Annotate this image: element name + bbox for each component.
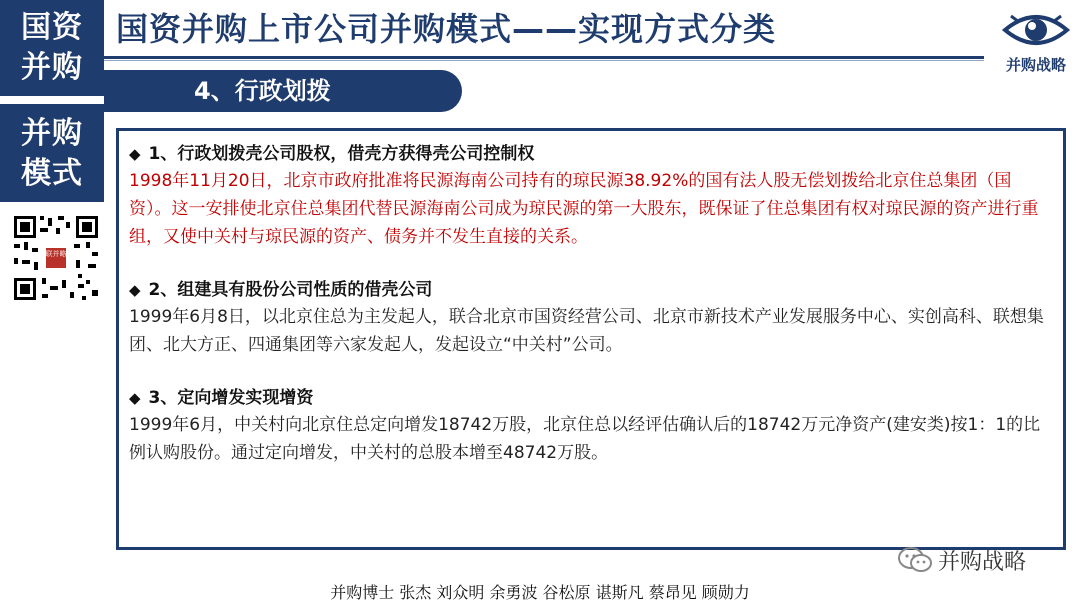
- logo-text: 并购战略: [1005, 56, 1066, 74]
- diamond-bullet-icon: ◆: [129, 145, 141, 163]
- sidebar-top-line1: 国资: [21, 10, 83, 45]
- sidebar-mid-block: [0, 104, 104, 202]
- point-3: [129, 385, 1053, 467]
- wechat-watermark: [898, 544, 1026, 576]
- diamond-bullet-icon: ◆: [129, 389, 141, 407]
- section-tab: [104, 70, 462, 112]
- wechat-text: 并购战略: [938, 549, 1027, 575]
- point-heading: [129, 385, 1053, 411]
- point-2: [129, 277, 1053, 359]
- point-heading: [129, 141, 1053, 167]
- sidebar-top-line2: 并购: [21, 50, 83, 85]
- qr-code: [12, 214, 100, 302]
- section-label: 4、行政划拨: [194, 77, 331, 105]
- content-box: [116, 128, 1066, 550]
- sidebar-mid-line2: 模式: [21, 156, 83, 191]
- point-heading-text: 1、行政划拨壳公司股权，借壳方获得壳公司控制权: [148, 144, 535, 164]
- brand-logo: [996, 6, 1076, 76]
- point-heading: [129, 277, 1053, 303]
- sidebar-top-block: [0, 0, 104, 96]
- title-divider-thin: [104, 60, 984, 61]
- point-body: 1998年11月20日，北京市政府批准将民源海南公司持有的琼民源38.92%的国有法人股无偿划拨给北京住总集团（国资）。这一安排使北京住总集团代替民源海南公司成为琼民源的第一大股东，既保证了住总集团有权对琼民源的资产进行重组，又使中关村与琼民源的资产、债务并不发生直接的关系。: [129, 171, 1039, 247]
- sidebar-mid-line1: 并购: [21, 116, 83, 151]
- footer-authors: 并购博士 张杰 刘众明 余勇波 谷松原 谌斯凡 蔡昂见 顾勋力: [330, 583, 750, 602]
- title-divider: [104, 56, 984, 59]
- qr-badge-text: 联并略: [45, 250, 67, 258]
- point-1: [129, 141, 1053, 251]
- point-heading-text: 3、定向增发实现增资: [148, 388, 314, 408]
- eye-icon: [1001, 8, 1071, 52]
- page-title: 国资并购上市公司并购模式——实现方式分类: [116, 10, 777, 48]
- wechat-icon: [898, 546, 932, 574]
- point-body: 1999年6月，中关村向北京住总定向增发18742万股，北京住总以经评估确认后的18742万元净资产(建安类)按1：1的比例认购股份。通过定向增发，中关村的总股本增至48742万股。: [129, 415, 1041, 463]
- diamond-bullet-icon: ◆: [129, 281, 141, 299]
- point-heading-text: 2、组建具有股份公司性质的借壳公司: [148, 280, 433, 300]
- point-body: 1999年6月8日，以北京住总为主发起人，联合北京市国资经营公司、北京市新技术产业发展服务中心、实创高科、联想集团、北大方正、四通集团等六家发起人，发起设立“中关村”公司。: [129, 307, 1044, 355]
